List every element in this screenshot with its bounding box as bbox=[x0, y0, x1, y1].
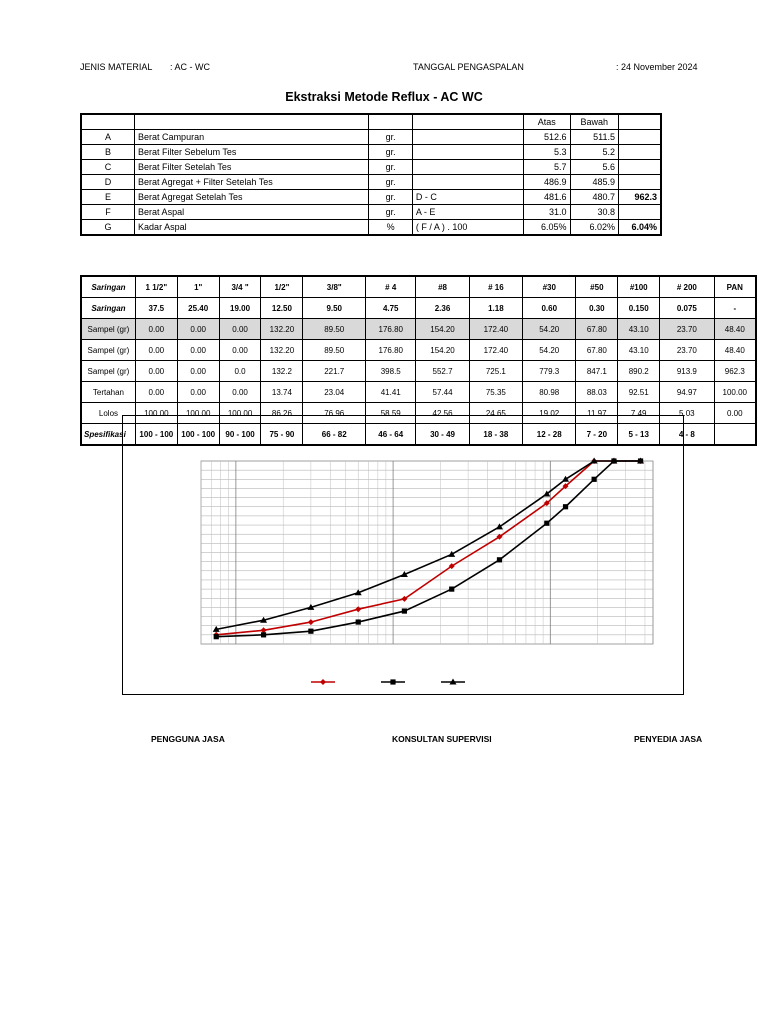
gradation-cell: 0.00 bbox=[219, 382, 261, 403]
extraction-cell-unit: gr. bbox=[369, 205, 412, 220]
gradation-cell: 80.98 bbox=[523, 382, 576, 403]
gradation-cell: 0.0 bbox=[219, 361, 261, 382]
gradation-cell: 0.00 bbox=[219, 319, 261, 340]
gradation-cell: 962.3 bbox=[714, 361, 756, 382]
extraction-cell-bawah: 480.7 bbox=[570, 190, 619, 205]
gradation-cell: 23.70 bbox=[660, 319, 714, 340]
gradation-row-label: Sampel (gr) bbox=[81, 361, 135, 382]
extraction-cell-atas: 31.0 bbox=[524, 205, 570, 220]
gradation-cell: 552.7 bbox=[416, 361, 469, 382]
gradation-cell: 37.5 bbox=[135, 298, 177, 319]
extraction-cell-code: A bbox=[81, 130, 135, 145]
gradation-cell: PAN bbox=[714, 276, 756, 298]
extraction-cell-code: C bbox=[81, 160, 135, 175]
extraction-cell-bawah: 485.9 bbox=[570, 175, 619, 190]
legend-marker-1 bbox=[390, 679, 395, 684]
gradation-cell: 398.5 bbox=[366, 361, 416, 382]
gradation-cell: 154.20 bbox=[416, 340, 469, 361]
gradation-cell: 132.20 bbox=[261, 340, 303, 361]
gradation-cell: 12.50 bbox=[261, 298, 303, 319]
gradation-cell: 0.00 bbox=[177, 382, 219, 403]
extraction-header-row bbox=[81, 114, 661, 130]
material-value: : AC - WC bbox=[170, 62, 210, 72]
signature-pengguna: PENGGUNA JASA bbox=[151, 734, 225, 744]
gradation-cell: 67.80 bbox=[576, 319, 618, 340]
gradation-cell: 221.7 bbox=[303, 361, 366, 382]
gradation-cell: 46 - 64 bbox=[366, 424, 416, 446]
gradation-cell: 92.51 bbox=[618, 382, 660, 403]
extraction-cell-atas: 6.05% bbox=[524, 220, 570, 236]
series-point-1 bbox=[592, 477, 597, 482]
extraction-cell-result bbox=[619, 160, 661, 175]
gradation-cell: 25.40 bbox=[177, 298, 219, 319]
gradation-cell: 0.00 bbox=[135, 361, 177, 382]
series-point-1 bbox=[497, 557, 502, 562]
gradation-cell: 23.70 bbox=[660, 340, 714, 361]
gradation-cell: #30 bbox=[523, 276, 576, 298]
gradation-cell: 3/8" bbox=[303, 276, 366, 298]
extraction-cell-result bbox=[619, 130, 661, 145]
gradation-cell: # 200 bbox=[660, 276, 714, 298]
gradation-row-label: Spesifikasi bbox=[81, 424, 135, 446]
gradation-cell: 42.56 bbox=[416, 403, 469, 424]
gradation-cell: 913.9 bbox=[660, 361, 714, 382]
gradation-cell: # 16 bbox=[469, 276, 522, 298]
extraction-cell-unit: gr. bbox=[369, 190, 412, 205]
gradation-cell: 100.00 bbox=[177, 403, 219, 424]
gradation-cell: 67.80 bbox=[576, 340, 618, 361]
gradation-cell: 43.10 bbox=[618, 340, 660, 361]
gradation-cell: 100.00 bbox=[714, 382, 756, 403]
gradation-cell: 725.1 bbox=[469, 361, 522, 382]
extraction-cell-code: G bbox=[81, 220, 135, 236]
extraction-cell-name: Kadar Aspal bbox=[135, 220, 369, 236]
gradation-cell: 19.00 bbox=[219, 298, 261, 319]
series-point-1 bbox=[356, 619, 361, 624]
extraction-cell-name: Berat Agregat + Filter Setelah Tes bbox=[135, 175, 369, 190]
extraction-cell-bawah: 5.2 bbox=[570, 145, 619, 160]
gradation-cell: 0.075 bbox=[660, 298, 714, 319]
extraction-row bbox=[81, 160, 661, 175]
gradation-cell: - bbox=[714, 298, 756, 319]
gradation-row-label: Lolos bbox=[81, 403, 135, 424]
extraction-cell-name: Berat Campuran bbox=[135, 130, 369, 145]
gradation-cell: 1 1/2" bbox=[135, 276, 177, 298]
gradation-row-label: Tertahan bbox=[81, 382, 135, 403]
gradation-cell: 30 - 49 bbox=[416, 424, 469, 446]
extraction-cell-bawah: 5.6 bbox=[570, 160, 619, 175]
gradation-cell: #8 bbox=[416, 276, 469, 298]
extraction-cell-bawah: 511.5 bbox=[570, 130, 619, 145]
gradation-cell: 1.18 bbox=[469, 298, 522, 319]
gradation-cell: 0.00 bbox=[135, 340, 177, 361]
gradation-cell: 132.20 bbox=[261, 319, 303, 340]
col-atas: Atas bbox=[524, 114, 570, 130]
gradation-cell: 7.49 bbox=[618, 403, 660, 424]
gradation-cell: 0.00 bbox=[714, 403, 756, 424]
extraction-cell-formula: D - C bbox=[412, 190, 523, 205]
gradation-cell: 12 - 28 bbox=[523, 424, 576, 446]
series-point-1 bbox=[402, 608, 407, 613]
gradation-cell: 86.26 bbox=[261, 403, 303, 424]
gradation-cell: 48.40 bbox=[714, 340, 756, 361]
extraction-cell-atas: 512.6 bbox=[524, 130, 570, 145]
gradation-cell: 19.02 bbox=[523, 403, 576, 424]
extraction-cell-formula bbox=[412, 160, 523, 175]
gradation-cell: 48.40 bbox=[714, 319, 756, 340]
extraction-cell-formula bbox=[412, 145, 523, 160]
gradation-cell: 75.35 bbox=[469, 382, 522, 403]
chart-svg bbox=[123, 416, 683, 694]
extraction-table bbox=[80, 113, 662, 236]
gradation-cell: 176.80 bbox=[366, 340, 416, 361]
gradation-cell: 100 - 100 bbox=[135, 424, 177, 446]
extraction-cell-bawah: 30.8 bbox=[570, 205, 619, 220]
gradation-cell: 54.20 bbox=[523, 319, 576, 340]
gradation-row bbox=[81, 276, 756, 298]
extraction-cell-result bbox=[619, 205, 661, 220]
extraction-cell-result: 962.3 bbox=[619, 190, 661, 205]
extraction-row bbox=[81, 175, 661, 190]
gradation-cell: 0.00 bbox=[135, 319, 177, 340]
extraction-row bbox=[81, 190, 661, 205]
gradation-row bbox=[81, 361, 756, 382]
extraction-cell-formula: ( F / A ) . 100 bbox=[412, 220, 523, 236]
gradation-cell: 0.30 bbox=[576, 298, 618, 319]
extraction-row bbox=[81, 205, 661, 220]
gradation-cell bbox=[714, 424, 756, 446]
gradation-cell: 75 - 90 bbox=[261, 424, 303, 446]
gradation-cell: 18 - 38 bbox=[469, 424, 522, 446]
gradation-cell: 9.50 bbox=[303, 298, 366, 319]
material-label: JENIS MATERIAL bbox=[80, 62, 153, 72]
gradation-cell: 890.2 bbox=[618, 361, 660, 382]
extraction-cell-atas: 5.3 bbox=[524, 145, 570, 160]
gradation-cell: 779.3 bbox=[523, 361, 576, 382]
gradation-row bbox=[81, 319, 756, 340]
gradation-cell: 3/4 " bbox=[219, 276, 261, 298]
gradation-cell: 11.97 bbox=[576, 403, 618, 424]
gradation-cell: 0.150 bbox=[618, 298, 660, 319]
gradation-cell: 100.00 bbox=[135, 403, 177, 424]
extraction-cell-formula bbox=[412, 130, 523, 145]
gradation-cell: 54.20 bbox=[523, 340, 576, 361]
page-title: Ekstraksi Metode Reflux - AC WC bbox=[285, 90, 483, 104]
gradation-cell: 57.44 bbox=[416, 382, 469, 403]
gradation-cell: 88.03 bbox=[576, 382, 618, 403]
gradation-cell: 4 - 8 bbox=[660, 424, 714, 446]
extraction-cell-unit: % bbox=[369, 220, 412, 236]
extraction-row bbox=[81, 220, 661, 236]
gradation-cell: 7 - 20 bbox=[576, 424, 618, 446]
extraction-cell-atas: 481.6 bbox=[524, 190, 570, 205]
gradation-row-label: Saringan bbox=[81, 298, 135, 319]
gradation-cell: # 4 bbox=[366, 276, 416, 298]
gradation-cell: 2.36 bbox=[416, 298, 469, 319]
signature-penyedia: PENYEDIA JASA bbox=[634, 734, 703, 744]
gradation-cell: 100.00 bbox=[219, 403, 261, 424]
extraction-cell-result bbox=[619, 175, 661, 190]
extraction-cell-result: 6.04% bbox=[619, 220, 661, 236]
signature-konsultan: KONSULTAN SUPERVISI bbox=[392, 734, 492, 744]
extraction-cell-formula bbox=[412, 175, 523, 190]
extraction-cell-unit: gr. bbox=[369, 130, 412, 145]
col-bawah: Bawah bbox=[570, 114, 619, 130]
gradation-cell: 100 - 100 bbox=[177, 424, 219, 446]
series-point-1 bbox=[563, 504, 568, 509]
extraction-cell-code: F bbox=[81, 205, 135, 220]
extraction-cell-atas: 5.7 bbox=[524, 160, 570, 175]
gradation-cell: 89.50 bbox=[303, 319, 366, 340]
extraction-cell-bawah: 6.02% bbox=[570, 220, 619, 236]
gradation-cell: 172.40 bbox=[469, 340, 522, 361]
extraction-cell-name: Berat Agregat Setelah Tes bbox=[135, 190, 369, 205]
gradation-cell: #50 bbox=[576, 276, 618, 298]
gradation-cell: 94.97 bbox=[660, 382, 714, 403]
extraction-cell-unit: gr. bbox=[369, 160, 412, 175]
gradation-cell: 132.2 bbox=[261, 361, 303, 382]
extraction-cell-formula: A - E bbox=[412, 205, 523, 220]
series-point-1 bbox=[261, 632, 266, 637]
gradation-row-label: Saringan bbox=[81, 276, 135, 298]
gradation-cell: 0.00 bbox=[219, 340, 261, 361]
extraction-cell-name: Berat Aspal bbox=[135, 205, 369, 220]
extraction-cell-name: Berat Filter Setelah Tes bbox=[135, 160, 369, 175]
gradation-cell: 5 - 13 bbox=[618, 424, 660, 446]
series-point-1 bbox=[214, 634, 219, 639]
extraction-cell-atas: 486.9 bbox=[524, 175, 570, 190]
series-point-1 bbox=[449, 587, 454, 592]
extraction-cell-code: B bbox=[81, 145, 135, 160]
gradation-cell: 1" bbox=[177, 276, 219, 298]
extraction-cell-code: D bbox=[81, 175, 135, 190]
gradation-cell: 1/2" bbox=[261, 276, 303, 298]
gradation-cell: 0.60 bbox=[523, 298, 576, 319]
gradation-cell: 176.80 bbox=[366, 319, 416, 340]
extraction-row bbox=[81, 130, 661, 145]
gradation-cell: 0.00 bbox=[177, 319, 219, 340]
gradation-cell: 0.00 bbox=[177, 361, 219, 382]
gradation-row bbox=[81, 340, 756, 361]
gradation-row-label: Sampel (gr) bbox=[81, 319, 135, 340]
gradation-cell: 89.50 bbox=[303, 340, 366, 361]
gradation-cell: 0.00 bbox=[135, 382, 177, 403]
gradation-cell: 58.59 bbox=[366, 403, 416, 424]
extraction-cell-result bbox=[619, 145, 661, 160]
extraction-cell-name: Berat Filter Sebelum Tes bbox=[135, 145, 369, 160]
gradation-cell: 154.20 bbox=[416, 319, 469, 340]
gradation-cell: 76.96 bbox=[303, 403, 366, 424]
gradation-row bbox=[81, 298, 756, 319]
gradation-cell: 43.10 bbox=[618, 319, 660, 340]
gradation-cell: 24.65 bbox=[469, 403, 522, 424]
extraction-cell-unit: gr. bbox=[369, 145, 412, 160]
legend-marker-0 bbox=[320, 679, 326, 685]
gradation-cell: 41.41 bbox=[366, 382, 416, 403]
gradation-cell: 90 - 100 bbox=[219, 424, 261, 446]
gradation-cell: 13.74 bbox=[261, 382, 303, 403]
gradation-cell: 66 - 82 bbox=[303, 424, 366, 446]
gradation-cell: #100 bbox=[618, 276, 660, 298]
gradation-row bbox=[81, 382, 756, 403]
gradation-cell: 847.1 bbox=[576, 361, 618, 382]
series-point-1 bbox=[544, 521, 549, 526]
date-value: : 24 November 2024 bbox=[616, 62, 698, 72]
gradation-row-label: Sampel (gr) bbox=[81, 340, 135, 361]
series-point-1 bbox=[308, 629, 313, 634]
date-label: TANGGAL PENGASPALAN bbox=[413, 62, 524, 72]
gradation-chart bbox=[122, 415, 684, 695]
gradation-cell: 23.04 bbox=[303, 382, 366, 403]
gradation-cell: 0.00 bbox=[177, 340, 219, 361]
gradation-cell: 172.40 bbox=[469, 319, 522, 340]
extraction-row bbox=[81, 145, 661, 160]
gradation-cell: 5.03 bbox=[660, 403, 714, 424]
gradation-cell: 4.75 bbox=[366, 298, 416, 319]
extraction-cell-code: E bbox=[81, 190, 135, 205]
extraction-cell-unit: gr. bbox=[369, 175, 412, 190]
